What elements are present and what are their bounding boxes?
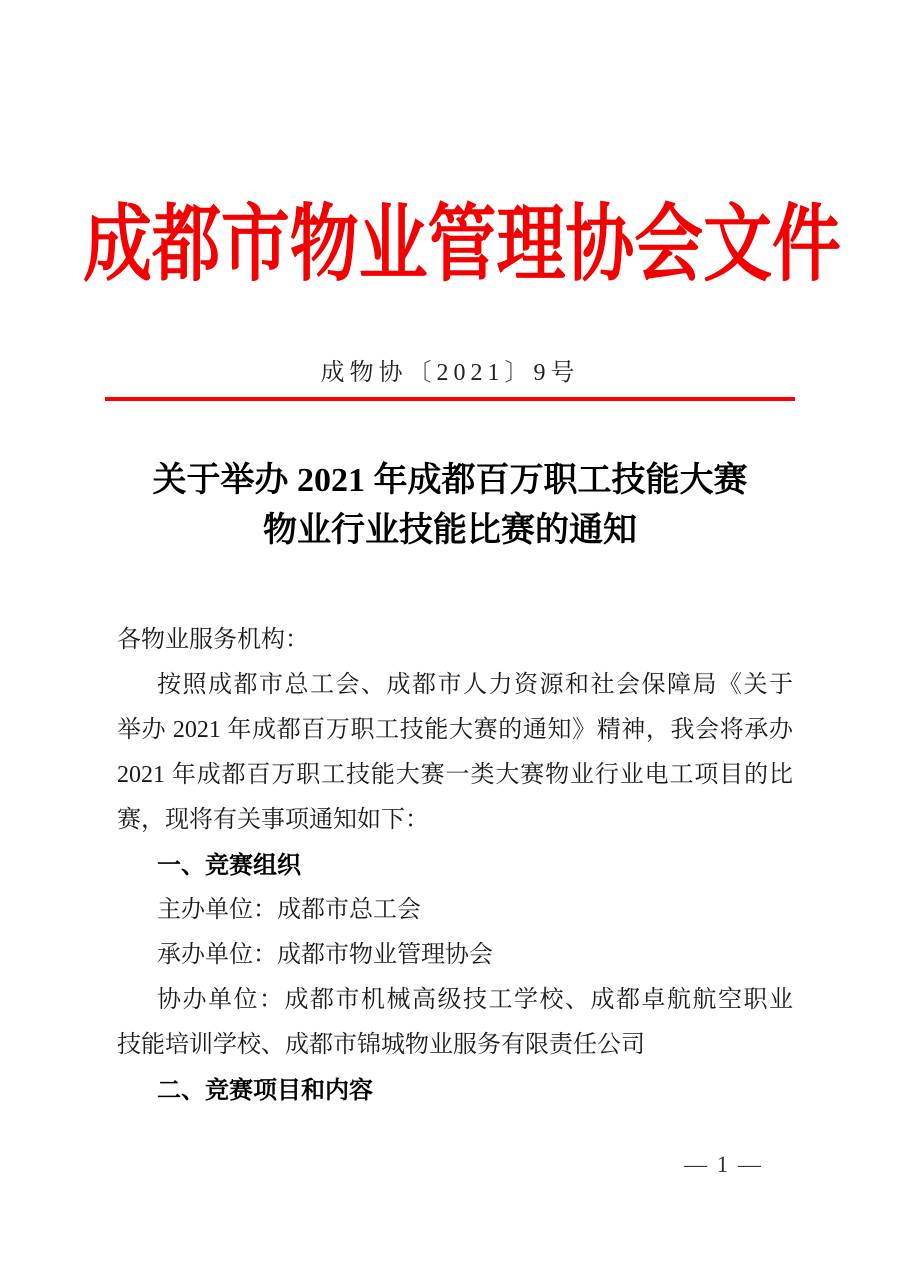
- red-divider-rule: [105, 397, 795, 401]
- document-title: [0, 456, 900, 556]
- body-line: 赛，现将有关事项通知如下：: [117, 807, 429, 833]
- section-heading-1: 一、竞赛组织: [157, 852, 301, 879]
- salutation-line: 各物业服务机构：: [117, 627, 309, 653]
- organization-title: 成都市物业管理协会文件: [83, 199, 841, 292]
- document-title-line1: 关于举办 2021 年成都百万职工技能大赛: [152, 462, 748, 499]
- body-line: 按照成都市总工会、成都市人力资源和社会保障局《关于: [157, 672, 793, 698]
- undertaker-line: 承办单位：成都市物业管理协会: [157, 942, 493, 968]
- body-line: 技能培训学校、成都市锦城物业服务有限责任公司: [117, 1032, 645, 1058]
- document-number: 成物协〔2021〕9号: [320, 360, 580, 386]
- page-number: — 1 —: [684, 1152, 763, 1177]
- co-organizer-line: 协办单位：成都市机械高级技工学校、成都卓航航空职业: [157, 987, 793, 1013]
- body-line: 举办 2021 年成都百万职工技能大赛的通知》精神，我会将承办: [117, 717, 793, 743]
- document-title-line2: 物业行业技能比赛的通知: [263, 512, 637, 549]
- section-heading-2: 二、竞赛项目和内容: [157, 1077, 373, 1104]
- body-line: 2021 年成都百万职工技能大赛一类大赛物业行业电工项目的比: [117, 762, 793, 788]
- document-body: [117, 618, 793, 1113]
- red-header: [0, 200, 900, 292]
- organizer-line: 主办单位：成都市总工会: [157, 897, 421, 923]
